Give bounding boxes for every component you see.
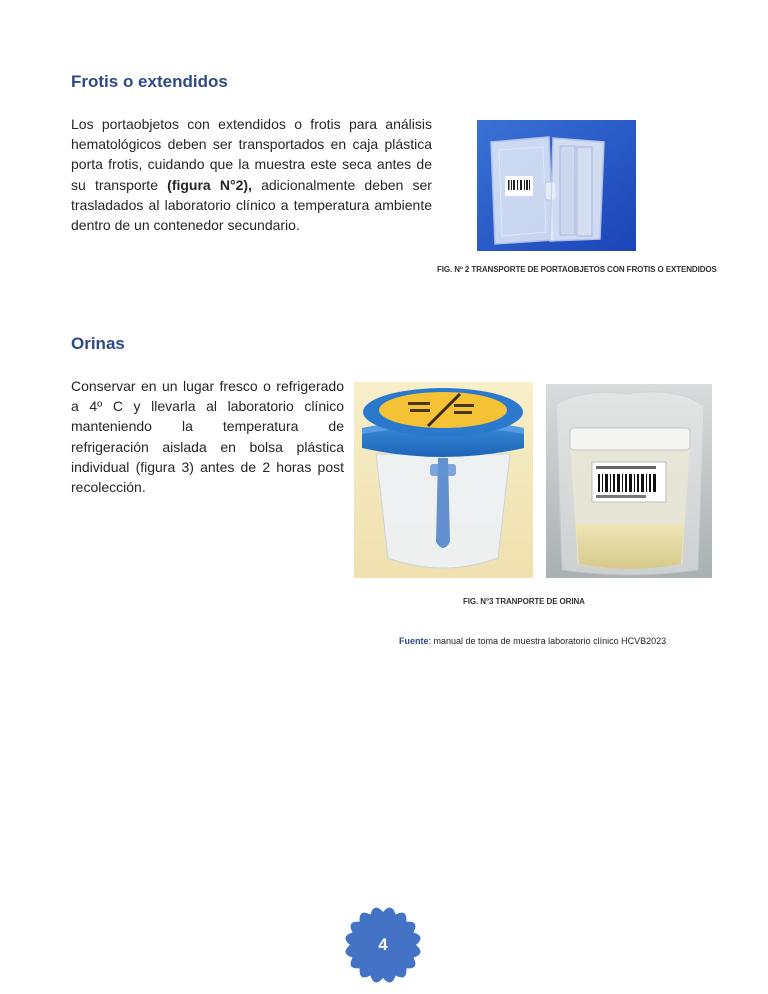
source-label: Fuente [399, 636, 429, 646]
source-text: : manual de toma de muestra laboratorio clínico HCVB2023 [428, 636, 667, 646]
section-title-orinas: Orinas [71, 334, 125, 353]
slide-box-photo [477, 120, 636, 251]
orinas-paragraph: Conservar en un lugar fresco o refrigerado a 4º C y llevarla al laboratorio clínico manteniendo la temperatura de refrigeración aislada en bolsa plástica individual (figura 3) antes de 2 horas post recolección. [71, 378, 344, 496]
frotis-paragraph [71, 114, 432, 235]
source-note [399, 636, 666, 646]
figure-3-caption: FIG. N°3 TRANPORTE DE ORINA [463, 597, 585, 606]
urine-bag-photo [546, 384, 712, 578]
frotis-text-a: Los portaobjetos con extendidos o frotis para análisis hematológicos deben ser transportados en caja plástica porta frotis, cuidando que la muestra este seca antes de su transporte [71, 116, 432, 193]
frotis-figure-ref: (figura N°2), [167, 176, 252, 193]
urine-container-photo [354, 382, 533, 578]
page-number: 4 [378, 935, 388, 954]
page-number-badge [344, 906, 422, 984]
figure-2-caption: FIG. Nº 2 TRANSPORTE DE PORTAOBJETOS CON FROTIS O EXTENDIDOS [437, 265, 717, 274]
frotis-text-b: adicionalmente deben ser trasladados al laboratorio clínico a temperatura ambiente dentro de un contenedor secundario. [71, 176, 432, 234]
section-title-frotis: Frotis o extendidos [71, 72, 228, 91]
